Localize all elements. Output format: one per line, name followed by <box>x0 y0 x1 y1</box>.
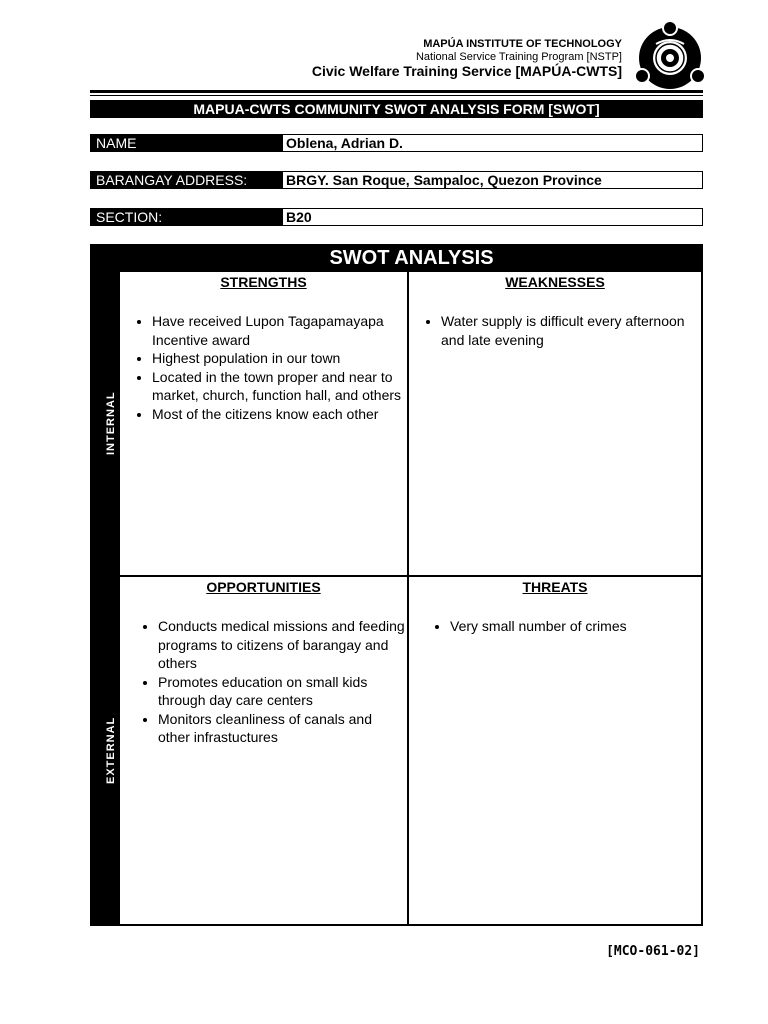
form-code: [MCO-061-02] <box>606 944 700 959</box>
institute-name: MAPÚA INSTITUTE OF TECHNOLOGY <box>423 38 622 50</box>
swot-title: SWOT ANALYSIS <box>329 247 494 269</box>
opportunities-heading: OPPORTUNITIES <box>206 579 321 595</box>
name-field[interactable]: Oblena, Adrian D. <box>282 134 703 152</box>
list-item: • Located in the town proper and near to market, church, function hall, and others <box>152 368 407 405</box>
header-divider <box>90 90 703 93</box>
list-item: • Water supply is difficult every afternoon and late evening <box>441 312 701 349</box>
weaknesses-cell <box>409 272 701 575</box>
list-item: • Very small number of crimes <box>450 617 701 636</box>
threats-cell <box>409 577 701 924</box>
threats-heading: THREATS <box>522 579 588 595</box>
weaknesses-list <box>409 312 701 349</box>
strengths-list <box>120 312 407 423</box>
strengths-heading: STRENGTHS <box>220 274 307 290</box>
mapua-logo-icon <box>632 22 708 92</box>
address-label: BARANGAY ADDRESS: <box>90 171 282 189</box>
section-field[interactable]: B20 <box>282 208 703 226</box>
form-title: MAPUA-CWTS COMMUNITY SWOT ANALYSIS FORM [SWOT] <box>90 100 703 118</box>
list-item: • Have received Lupon Tagapamayapa Incentive award <box>152 312 407 349</box>
list-item: • Conducts medical missions and feeding programs to citizens of barangay and others <box>158 617 407 673</box>
program-name: National Service Training Program [NSTP] <box>415 50 622 63</box>
weaknesses-heading: WEAKNESSES <box>505 274 605 290</box>
header-divider-thin <box>90 95 703 96</box>
name-row <box>90 134 703 152</box>
service-name: Civic Welfare Training Service [MAPÚA-CWTS] <box>311 63 622 80</box>
list-item: • Most of the citizens know each other <box>152 405 407 424</box>
strengths-cell <box>120 272 407 575</box>
internal-label: INTERNAL <box>105 391 117 456</box>
header-block <box>312 38 622 79</box>
opportunities-list <box>120 617 407 747</box>
section-row <box>90 208 703 226</box>
list-item: • Highest population in our town <box>152 349 407 368</box>
address-row <box>90 171 703 189</box>
name-label: NAME <box>90 134 282 152</box>
list-item: • Promotes education on small kids through day care centers <box>158 673 407 710</box>
list-item: • Monitors cleanliness of canals and other infrastuctures <box>158 710 407 747</box>
section-label: SECTION: <box>90 208 282 226</box>
threats-list <box>409 617 701 636</box>
external-label: EXTERNAL <box>105 716 117 785</box>
address-field[interactable]: BRGY. San Roque, Sampaloc, Quezon Province <box>282 171 703 189</box>
opportunities-cell <box>120 577 407 924</box>
